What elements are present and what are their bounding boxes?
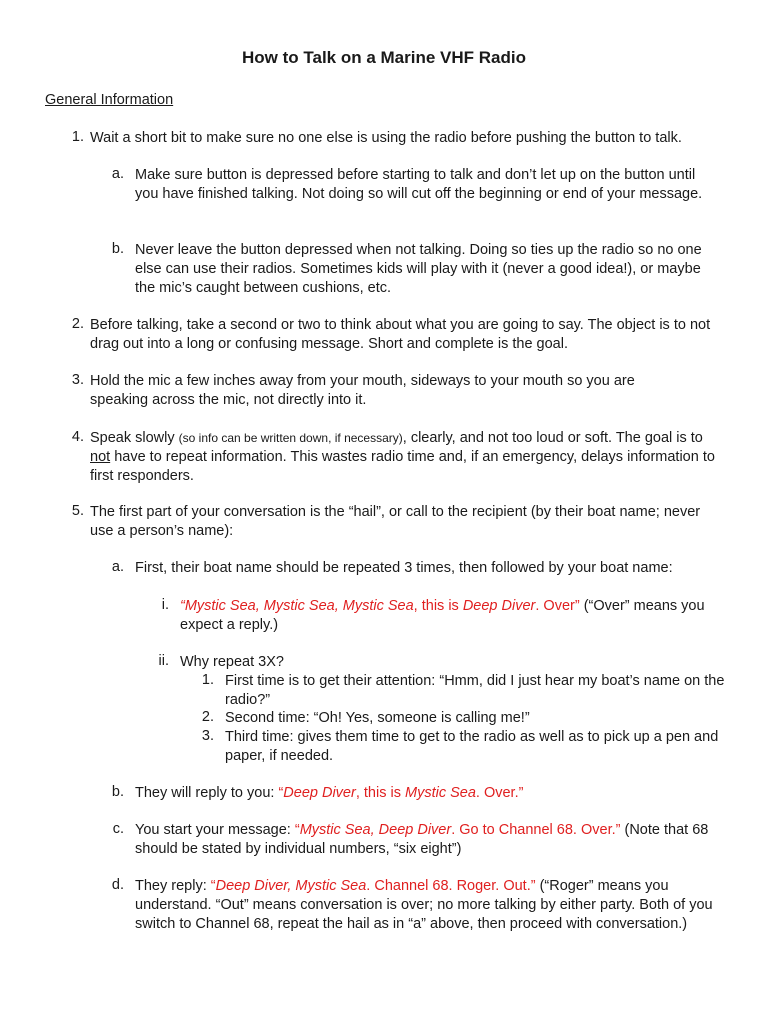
list-marker: 2.	[71, 316, 84, 332]
list-marker: d.	[111, 877, 124, 893]
list-marker: 3.	[201, 728, 214, 744]
list-marker: 5.	[71, 503, 84, 519]
list-marker: b.	[111, 784, 124, 800]
section-heading: General Information	[45, 92, 174, 108]
list-marker: ii.	[158, 653, 169, 669]
list-item-5b: They will reply to you: “Deep Diver, this is Mystic Sea. Over.”	[135, 785, 524, 801]
list-item-2: Before talking, take a second or two to think about what you are going to say. The object is to not drag out into a long or confusing message. Short and complete is the goal.	[90, 317, 711, 352]
list-item-5a-i: “Mystic Sea, Mystic Sea, Mystic Sea, this is Deep Diver. Over” (“Over” means you expect a reply.)	[180, 598, 705, 633]
list-item-sub-2: Second time: “Oh! Yes, someone is calling me!”	[225, 710, 530, 726]
list-item-4: Speak slowly (so info can be written down, if necessary), clearly, and not too loud or soft. The goal is to not have to repeat information. This wastes radio time and, if an emergency, delays information to first responders.	[90, 430, 715, 484]
list-marker: 2.	[201, 709, 214, 725]
list-item-5d: They reply: “Deep Diver, Mystic Sea. Channel 68. Roger. Out.” (“Roger” means you understand. “Out” means conversation is over; no more talking by either party. Both of you switch to Channel 68, repeat the hail as in “a” above, then proceed with conversation.)	[135, 878, 713, 932]
page-title: How to Talk on a Marine VHF Radio	[242, 48, 526, 67]
list-item-sub-3: Third time: gives them time to get to the radio as well as to pick up a pen and paper, if needed.	[225, 729, 719, 764]
list-marker: 4.	[71, 429, 84, 445]
list-marker: a.	[111, 166, 124, 182]
list-item-5a: First, their boat name should be repeated 3 times, then followed by your boat name:	[135, 560, 673, 576]
list-marker: 1.	[71, 129, 84, 145]
list-item-5: The first part of your conversation is the “hail”, or call to the recipient (by their boat name; never use a person’s name):	[90, 504, 701, 539]
list-item-1: Wait a short bit to make sure no one else is using the radio before pushing the button to talk.	[90, 130, 682, 146]
list-marker: b.	[111, 241, 124, 257]
list-item-3: Hold the mic a few inches away from your mouth, sideways to your mouth so you are speaking across the mic, not directly into it.	[90, 373, 635, 408]
list-marker: 3.	[71, 372, 84, 388]
list-marker: 1.	[201, 672, 214, 688]
list-marker: a.	[111, 559, 124, 575]
list-item-1b: Never leave the button depressed when not talking. Doing so ties up the radio so no one else can use their radios. Sometimes kids will play with it (never a good idea!), or maybe the mic’s caught between cushions, etc.	[135, 242, 702, 296]
list-item-sub-1: First time is to get their attention: “Hmm, did I just hear my boat’s name on the radio?”	[225, 673, 725, 708]
list-marker: c.	[112, 821, 124, 837]
list-item-5c: You start your message: “Mystic Sea, Deep Diver. Go to Channel 68. Over.” (Note that 68 should be stated by individual numbers, “six eight”)	[135, 822, 709, 857]
list-item-1a: Make sure button is depressed before starting to talk and don’t let up on the button until you have finished talking. Not doing so will cut off the beginning or end of your message.	[135, 167, 703, 202]
list-item-5a-ii: Why repeat 3X?	[180, 654, 284, 670]
list-marker: i.	[161, 597, 169, 613]
